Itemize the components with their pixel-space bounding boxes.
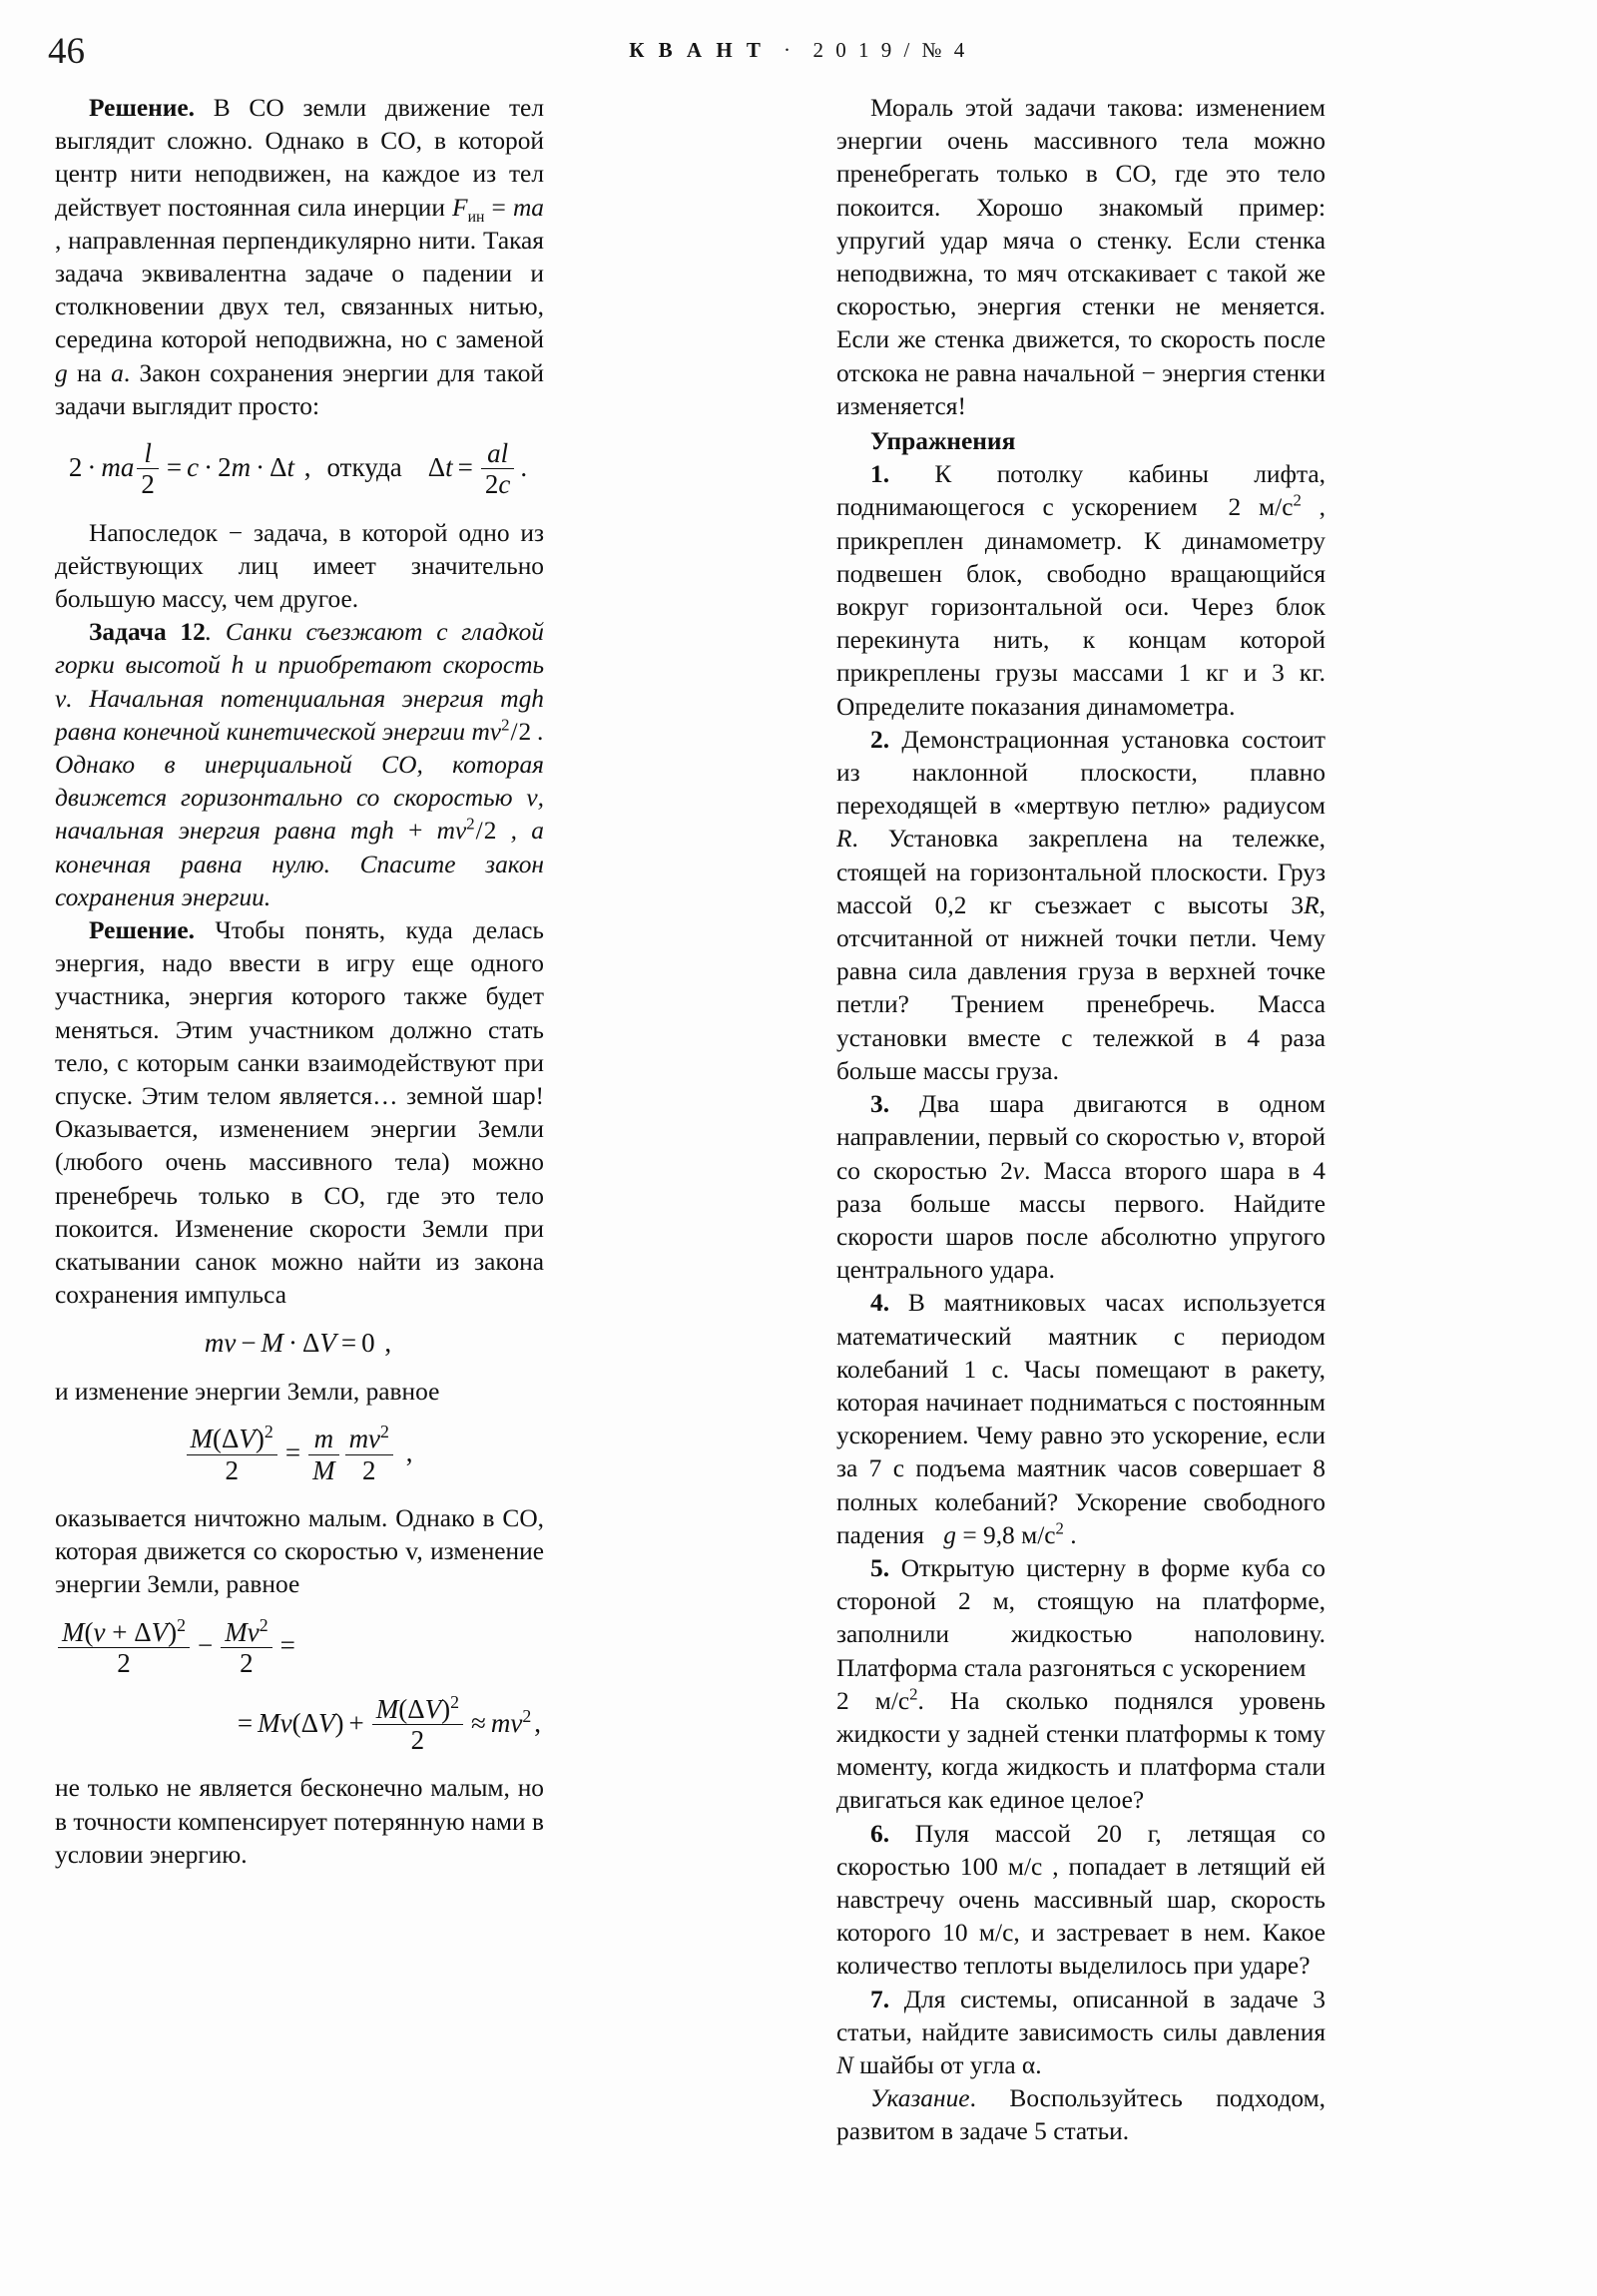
solution-1-label: Решение. <box>89 94 196 122</box>
exercise-item: 1. К потолку кабины лифта, поднимающегося с ускорением 2 $м/с^2$ , прикреплен динамометр. К динамометру подвешен блок, свободно вращающийся вокруг горизонтальной оси. Через блок перекинута нить, к концам которой прикреплены грузы массами 1 кг и 3 кг. Определите показания динамометра. <box>836 460 1326 721</box>
page-header <box>0 28 1597 78</box>
exercise-item: 3. Два шара двигаются в одном направлении, первый со скоростью v, второй со скоростью 2v. Масса второго шара в 4 раза больше массы первого. Найдите скорости шаров после абсолютно упругого центрального удара. <box>836 1090 1326 1285</box>
header-separator: · <box>783 38 795 62</box>
right-column <box>836 92 1326 2149</box>
equation-moving-frame-line2: = Mv(ΔV) + $\frac{M(\Delta V)^2}{2}$ ≈ $mv^2$ , <box>237 1691 541 1756</box>
exercise-number: 7. <box>870 1985 890 2013</box>
hint-paragraph: Указание. Воспользуйтесь подходом, развитом в задаче 5 статьи. <box>836 2084 1326 2146</box>
exercise-item: 5. Открытую цистерну в форме куба со стороной 2 м, стоящую на платформе, заполнили жидкостью наполовину. Платформа стала разгоняться с ускорением 2 $м/с^2$. На сколько поднялся уровень жидкости у задней стенки платформы к тому моменту, когда жидкость и платформа стали двигаться как единое целое? <box>836 1553 1326 1815</box>
task-12-label: Задача 12 <box>89 618 206 647</box>
exercise-number: 2. <box>870 725 890 754</box>
exercise-number: 5. <box>870 1553 890 1582</box>
page-number: 46 <box>48 31 85 72</box>
running-head <box>0 38 1597 63</box>
paragraph-energy-change: и изменение энергии Земли, равное <box>55 1378 440 1407</box>
exercise-item: 6. Пуля массой 20 г, летящая со скоростью 100 м/с , попадает в летящий ей навстречу очень массивный шар, скорость которого 10 м/с, и застревает в нем. Какое количество теплоты выделилось при ударе? <box>836 1819 1327 1981</box>
exercise-number: 6. <box>870 1819 890 1848</box>
exercise-number: 1. <box>870 460 890 489</box>
exercise-item: 4. В маятниковых часах используется математический маятник с периодом колебаний 1 с. Часы помещают в ракету, которая начинает подниматься с постоянным ускорением. Чему равно это ускорение, если за 7 с подъема маятник часов совершает 8 полных колебаний? Ускорение свободного падения g = 9,8 $м/с^2$ . <box>836 1289 1326 1549</box>
magazine-title: К В А Н Т <box>629 38 766 62</box>
equation-earth-energy: $\frac{M(\Delta V)^2}{2}$ = $\frac{m}{M}$ $\frac{mv^2}{2}$ , <box>55 1425 544 1485</box>
equation-momentum: mv − M · ΔV = 0 , <box>204 1328 392 1359</box>
solution-2-paragraph: Решение. Чтобы понять, куда делась энергия, надо ввести в игру еще одного участника, энергия которого также будет меняться. Этим участником должно стать тело, с которым санки взаимодействуют при спуске. Этим телом является… земной шар! Оказывается, изменением энергии Земли (любого очень массивного тела) можно пренебречь только в СО, где это тело покоится. Изменение скорости Земли при скатывании санок можно найти из закона сохранения импульса <box>55 915 544 1310</box>
solution-2-label: Решение. <box>89 915 196 944</box>
solution-1-paragraph: Решение. В СО земли движение тел выглядит сложно. Однако в СО, в которой центр нити неподвижен, на каждое из тел действует постоянная сила инерции $F_{ин}$ = ma , направленная перпендикулярно нити. Такая задача эквивалентна задаче о падении и столкновении двух тел, связанных нитью, середина которой неподвижна, но с заменой g на a. Закон сохранения энергии для такой задачи выглядит просто: <box>55 94 544 420</box>
equation-moving-frame-line1: $\frac{M(v + \Delta V)^2}{2}$ − $\frac{Mv^2}{2}$ = <box>55 1618 544 1679</box>
task-12-paragraph: Задача 12. Санки съезжают с гладкой горки высотой h и приобретают скорость v. Начальная потенциальная энергия mgh равна конечной кинетической энергии $mv^2/2$ . Однако в инерциальной СО, которая движется горизонтально со скоростью v, начальная энергия равна mgh + $mv^2/2$ , а конечная равна нулю. Спасите закон сохранения энергии. <box>55 618 545 911</box>
exercise-number: 3. <box>870 1090 890 1119</box>
paragraph-napasledok: Напоследок − задача, в которой одно из действующих лиц имеет значительно большую массу, чем другое. <box>55 518 544 613</box>
exercises-heading: Упражнения <box>870 427 1016 456</box>
equation-delta-t: 2 · ma $\frac{l}{2}$ = c · 2m · Δt , откуда Δt = $\frac{al}{2c}$ . <box>68 438 528 500</box>
exercise-item: 7. Для системы, описанной в задаче 3 статьи, найдите зависимость силы давления N шайбы от угла α. <box>836 1985 1326 2079</box>
left-column <box>55 92 544 1872</box>
paragraph-compensates: не только не является бесконечно малым, но в точности компенсирует потерянную нами в условии энергию. <box>55 1774 544 1869</box>
exercise-number: 4. <box>870 1289 890 1318</box>
paragraph-moral: Мораль этой задачи такова: изменением энергии очень массивного тела можно пренебрегать только в СО, где это тело покоится. Хорошо знакомый пример: упругий удар мяча о стенку. Если стенка неподвижна, то мяч отскакивает с такой же скоростью, энергия стенки не меняется. Если же стенка движется, то скорость после отскока не равна начальной − энергия стенки изменяется! <box>836 94 1326 420</box>
issue-label: 2 0 1 9 / № 4 <box>812 38 968 62</box>
exercise-item: 2. Демонстрационная установка состоит из наклонной плоскости, плавно переходящей в «мертвую петлю» радиусом R. Установка закреплена на тележке, стоящей на горизонтальной плоскости. Груз массой 0,2 кг съезжает с высоты 3R, отсчитанной от нижней точки петли. Чему равна сила давления груза в верхней точке петли? Трением пренебречь. Масса установки вместе с тележкой в 4 раза больше массы груза. <box>836 725 1326 1085</box>
paragraph-negligible: оказывается ничтожно малым. Однако в СО, которая движется со скоростью v, изменение энергии Земли, равное <box>55 1503 544 1599</box>
hint-label: Указание <box>870 2084 970 2113</box>
